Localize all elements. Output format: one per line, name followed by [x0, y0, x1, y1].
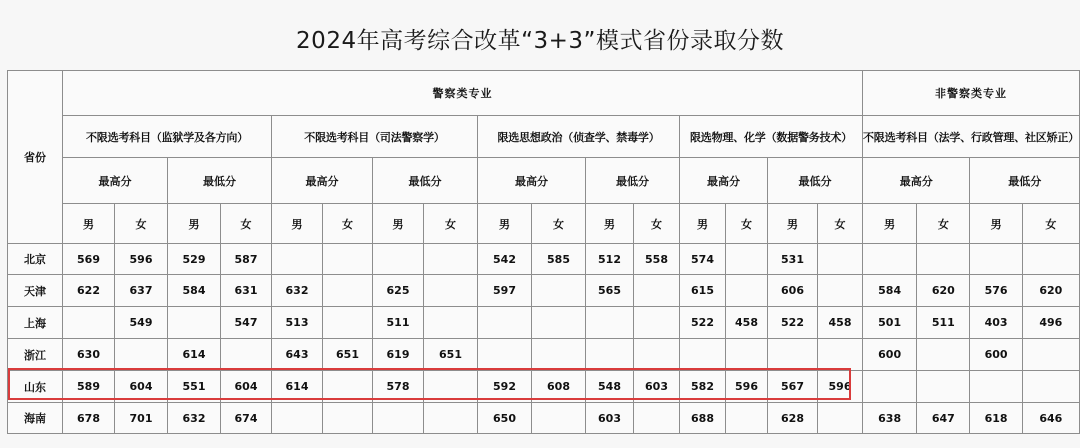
nonpolice-majors-header: 非警察类专业 — [863, 71, 1080, 116]
score-cell: 403 — [970, 307, 1022, 339]
score-cell: 620 — [917, 275, 970, 307]
province-cell: 天津 — [8, 275, 63, 307]
male-header: 男 — [970, 204, 1022, 244]
score-cell: 501 — [863, 307, 917, 339]
score-cell — [478, 307, 532, 339]
score-cell: 531 — [768, 244, 818, 275]
score-cell: 625 — [373, 275, 424, 307]
group-header-data-policing: 限选物理、化学（数据警务技术） — [680, 116, 863, 158]
score-cell — [768, 339, 818, 371]
score-cell — [970, 244, 1022, 275]
score-cell — [1022, 244, 1079, 275]
score-cell — [323, 403, 373, 434]
page-title: 2024年高考综合改革“3+3”模式省份录取分数 — [296, 28, 784, 54]
score-cell: 622 — [63, 275, 115, 307]
group-header-judicial-police: 不限选考科目（司法警察学） — [272, 116, 478, 158]
score-cell: 604 — [221, 371, 272, 403]
score-cell — [586, 339, 634, 371]
score-cell: 603 — [634, 371, 680, 403]
score-cell — [323, 307, 373, 339]
max-score-header: 最高分 — [478, 158, 586, 204]
score-cell — [634, 403, 680, 434]
male-header: 男 — [680, 204, 726, 244]
female-header: 女 — [115, 204, 168, 244]
score-cell: 688 — [680, 403, 726, 434]
min-score-header: 最低分 — [168, 158, 272, 204]
min-score-header: 最低分 — [768, 158, 863, 204]
score-cell: 585 — [532, 244, 586, 275]
score-cell — [115, 339, 168, 371]
female-header: 女 — [818, 204, 863, 244]
min-score-header: 最低分 — [373, 158, 478, 204]
score-cell — [917, 339, 970, 371]
score-cell — [532, 275, 586, 307]
female-header: 女 — [221, 204, 272, 244]
male-header: 男 — [768, 204, 818, 244]
score-cell — [818, 244, 863, 275]
score-cell — [917, 244, 970, 275]
male-header: 男 — [63, 204, 115, 244]
male-header: 男 — [586, 204, 634, 244]
female-header: 女 — [323, 204, 373, 244]
male-header: 男 — [272, 204, 323, 244]
score-cell: 574 — [680, 244, 726, 275]
score-cell: 522 — [680, 307, 726, 339]
score-cell — [634, 307, 680, 339]
score-cell: 458 — [726, 307, 768, 339]
score-cell — [726, 339, 768, 371]
score-cell: 547 — [221, 307, 272, 339]
female-header: 女 — [424, 204, 478, 244]
score-cell: 701 — [115, 403, 168, 434]
score-cell: 647 — [917, 403, 970, 434]
score-cell: 646 — [1022, 403, 1079, 434]
score-cell: 549 — [115, 307, 168, 339]
score-cell — [818, 339, 863, 371]
max-score-header: 最高分 — [863, 158, 970, 204]
score-cell: 620 — [1022, 275, 1079, 307]
score-cell: 513 — [272, 307, 323, 339]
male-header: 男 — [478, 204, 532, 244]
score-cell: 637 — [115, 275, 168, 307]
score-cell: 584 — [863, 275, 917, 307]
min-score-header: 最低分 — [586, 158, 680, 204]
province-header: 省份 — [8, 71, 63, 244]
province-cell: 山东 — [8, 371, 63, 403]
score-cell: 548 — [586, 371, 634, 403]
score-cell — [1022, 339, 1079, 371]
score-cell — [424, 244, 478, 275]
score-cell: 651 — [424, 339, 478, 371]
score-cell — [424, 275, 478, 307]
table-row — [8, 244, 1080, 275]
score-cell: 604 — [115, 371, 168, 403]
score-cell: 618 — [970, 403, 1022, 434]
score-cell — [424, 403, 478, 434]
score-cell — [424, 307, 478, 339]
score-cell — [221, 339, 272, 371]
score-cell — [63, 307, 115, 339]
score-cell: 651 — [323, 339, 373, 371]
score-cell: 628 — [768, 403, 818, 434]
score-cell — [634, 339, 680, 371]
max-score-header: 最高分 — [272, 158, 373, 204]
score-cell: 567 — [768, 371, 818, 403]
female-header: 女 — [1022, 204, 1079, 244]
score-cell: 458 — [818, 307, 863, 339]
female-header: 女 — [917, 204, 970, 244]
score-cell: 569 — [63, 244, 115, 275]
score-cell — [863, 371, 917, 403]
score-cell — [818, 275, 863, 307]
score-cell: 632 — [168, 403, 221, 434]
max-score-header: 最高分 — [63, 158, 168, 204]
score-cell — [323, 244, 373, 275]
score-cell: 615 — [680, 275, 726, 307]
score-cell — [1022, 371, 1079, 403]
score-cell — [634, 275, 680, 307]
score-cell — [863, 244, 917, 275]
table-row — [8, 339, 1080, 371]
score-cell: 512 — [586, 244, 634, 275]
score-cell: 558 — [634, 244, 680, 275]
score-cell: 614 — [272, 371, 323, 403]
score-cell — [917, 371, 970, 403]
group-header-law: 不限选考科目（法学、行政管理、社区矫正） — [863, 116, 1080, 158]
score-cell — [323, 371, 373, 403]
score-cell: 529 — [168, 244, 221, 275]
score-cell — [478, 339, 532, 371]
police-majors-header: 警察类专业 — [63, 71, 863, 116]
score-cell — [272, 244, 323, 275]
province-cell: 海南 — [8, 403, 63, 434]
female-header: 女 — [726, 204, 768, 244]
score-cell: 614 — [168, 339, 221, 371]
score-cell — [680, 339, 726, 371]
min-score-header: 最低分 — [970, 158, 1080, 204]
score-cell — [323, 275, 373, 307]
score-cell: 631 — [221, 275, 272, 307]
score-cell: 600 — [970, 339, 1022, 371]
score-cell: 630 — [63, 339, 115, 371]
score-cell — [726, 244, 768, 275]
score-cell: 511 — [373, 307, 424, 339]
score-cell: 643 — [272, 339, 323, 371]
score-cell: 678 — [63, 403, 115, 434]
score-cell — [373, 244, 424, 275]
score-cell: 608 — [532, 371, 586, 403]
score-cell: 606 — [768, 275, 818, 307]
score-cell: 638 — [863, 403, 917, 434]
female-header: 女 — [532, 204, 586, 244]
score-cell: 592 — [478, 371, 532, 403]
score-cell: 496 — [1022, 307, 1079, 339]
score-cell — [532, 307, 586, 339]
province-cell: 浙江 — [8, 339, 63, 371]
score-table-wrapper — [7, 70, 1080, 434]
score-cell: 584 — [168, 275, 221, 307]
score-cell: 589 — [63, 371, 115, 403]
score-cell: 596 — [818, 371, 863, 403]
male-header: 男 — [863, 204, 917, 244]
score-cell: 596 — [115, 244, 168, 275]
score-cell: 597 — [478, 275, 532, 307]
score-cell — [726, 403, 768, 434]
score-cell: 596 — [726, 371, 768, 403]
score-cell — [532, 339, 586, 371]
score-cell: 578 — [373, 371, 424, 403]
score-cell — [726, 275, 768, 307]
score-cell: 511 — [917, 307, 970, 339]
table-row — [8, 371, 1080, 403]
score-cell — [272, 403, 323, 434]
score-cell — [168, 307, 221, 339]
group-header-prison: 不限选考科目（监狱学及各方向） — [63, 116, 272, 158]
score-cell: 674 — [221, 403, 272, 434]
score-cell: 542 — [478, 244, 532, 275]
max-score-header: 最高分 — [680, 158, 768, 204]
score-cell: 619 — [373, 339, 424, 371]
male-header: 男 — [373, 204, 424, 244]
group-header-investigation: 限选思想政治（侦查学、禁毒学） — [478, 116, 680, 158]
table-row — [8, 275, 1080, 307]
score-cell — [532, 403, 586, 434]
table-row — [8, 307, 1080, 339]
score-cell: 576 — [970, 275, 1022, 307]
score-cell — [373, 403, 424, 434]
score-cell: 522 — [768, 307, 818, 339]
score-cell — [970, 371, 1022, 403]
score-cell: 603 — [586, 403, 634, 434]
score-table — [7, 70, 1080, 434]
score-cell: 582 — [680, 371, 726, 403]
score-cell: 551 — [168, 371, 221, 403]
score-cell: 632 — [272, 275, 323, 307]
score-cell — [586, 307, 634, 339]
score-cell: 600 — [863, 339, 917, 371]
male-header: 男 — [168, 204, 221, 244]
score-cell — [818, 403, 863, 434]
table-row — [8, 403, 1080, 434]
female-header: 女 — [634, 204, 680, 244]
province-cell: 北京 — [8, 244, 63, 275]
score-cell — [424, 371, 478, 403]
score-cell: 565 — [586, 275, 634, 307]
score-cell: 650 — [478, 403, 532, 434]
province-cell: 上海 — [8, 307, 63, 339]
score-cell: 587 — [221, 244, 272, 275]
